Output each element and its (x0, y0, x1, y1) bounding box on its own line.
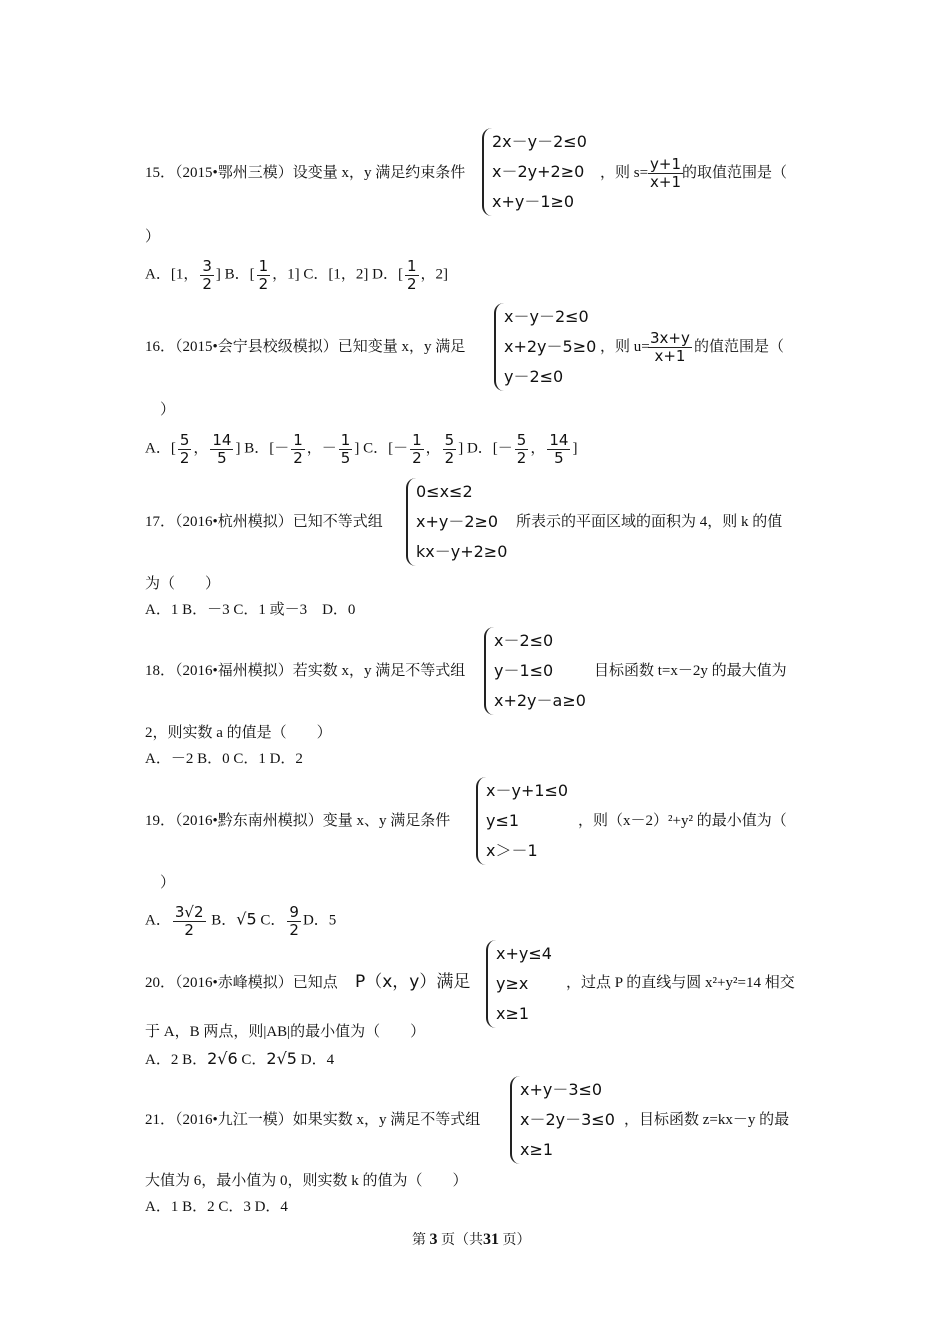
q18-stem-right: 目标函数 t=x－2y 的最大值为 (594, 663, 787, 679)
q17-options: A．1 B．－3 C．1 或－3 D．0 (145, 602, 356, 618)
q19-opt-b: B． (207, 912, 237, 929)
q21-stem-right: ，目标函数 z=kx－y 的最 (624, 1112, 790, 1128)
q16-c2-den: 2 (444, 448, 455, 467)
q16-a2-num: 14 (212, 431, 232, 449)
q16-c1-num: 1 (412, 431, 422, 449)
q19-opt-b-value: √5 (236, 909, 257, 929)
q17-constraint-2: x+y－2≥0 (416, 512, 499, 531)
q16-d1-den: 2 (516, 448, 527, 467)
q16-options (145, 432, 577, 466)
q15-frac-den: x+1 (650, 172, 681, 191)
q20-opt-c: C． (237, 1052, 267, 1068)
q16-constraint-3: y－2≤0 (504, 367, 564, 386)
q19-stem-close: ） (160, 875, 176, 891)
q15-opt-b-den: 2 (258, 274, 269, 293)
q16-constraint-system (494, 303, 614, 391)
q15-opt-b-num: 1 (258, 257, 269, 275)
q20-constraint-3: x≥1 (496, 1004, 530, 1023)
q16-comma: ， (530, 440, 546, 457)
q21-stem-left: 21．（2016•九江一模）如果实数 x，y 满足不等式组 (145, 1112, 481, 1128)
q19-opt-a-den: 2 (184, 920, 194, 939)
q20-constraint-2: y≥x (496, 974, 529, 993)
q16-stem-left: 16．（2015•会宁县校级模拟）已知变量 x，y 满足 (145, 339, 466, 355)
q19-opt-c-num: 9 (289, 903, 299, 921)
footer-post: 页） (502, 1233, 531, 1248)
q19-constraint-system (476, 777, 586, 865)
q15-constraint-2: x－2y+2≥0 (492, 162, 585, 181)
q15-opt-a-post: ] B．[ (215, 266, 255, 283)
q20-stem-left: 20．（2016•赤峰模拟）已知点 (145, 975, 338, 991)
q21-constraint-2: x－2y－3≤0 (520, 1110, 615, 1129)
q15-opt-b-post: ，1] C．[1，2] D．[ (272, 266, 403, 283)
q15-constraint-1: 2x－y－2≤0 (492, 132, 587, 151)
footer-page-number: 3 (429, 1231, 438, 1248)
footer-total-pages: 31 (483, 1231, 499, 1248)
q15-fraction (646, 156, 685, 190)
q16-b2-num: 1 (340, 431, 351, 449)
q18-constraint-3: x+2y－a≥0 (494, 691, 586, 710)
q20-opt-d: D．4 (296, 1052, 335, 1068)
q16-opt-b-pre: ] B．[－ (235, 440, 290, 457)
q16-d2-num: 14 (549, 431, 569, 449)
q15-opt-d-post: ，2] (420, 266, 449, 283)
q16-frac-den: x+1 (654, 346, 686, 365)
q16-b1-den: 2 (293, 448, 303, 467)
q18-options: A．－2 B．0 C．1 D．2 (145, 751, 303, 767)
q15-opt-a-num: 3 (202, 257, 212, 275)
q16-fraction (646, 330, 694, 364)
q16-c1-den: 2 (412, 448, 422, 467)
q19-opt-a-num: 3√2 (174, 903, 204, 921)
q20-options (145, 1051, 334, 1068)
q16-frac-num: 3x+y (650, 329, 690, 347)
q15-opt-a-pre: A．[1， (145, 266, 199, 283)
q21-constraint-3: x≥1 (520, 1140, 554, 1159)
q21-constraint-system (510, 1076, 632, 1164)
q20-constraint-system (486, 940, 576, 1028)
footer-mid: 页（共 (441, 1233, 483, 1248)
q16-b1-num: 1 (293, 431, 303, 449)
q19-constraint-2: y≤1 (486, 811, 520, 830)
q18-stem-line2: 2，则实数 a 的值是（ ） (145, 725, 332, 741)
q20-point: P（x，y）满足 (355, 972, 471, 992)
q15-options (145, 258, 448, 292)
q20-stem-line2: 于 A，B 两点，则|AB|的最小值为（ ） (145, 1024, 426, 1040)
q17-constraint-system (406, 478, 516, 566)
q16-b2-den: 5 (340, 448, 351, 467)
q16-stem-right: 的值范围是（ (694, 339, 785, 355)
q21-stem-line2: 大值为 6，最小值为 0，则实数 k 的值为（ ） (145, 1173, 468, 1189)
q16-opt-d-pre: ] D．[－ (458, 440, 513, 457)
q21-constraint-1: x+y－3≤0 (520, 1080, 603, 1099)
q19-constraint-1: x－y+1≤0 (486, 781, 569, 800)
q20-opt-a: A．2 B． (145, 1052, 208, 1068)
q18-constraint-2: y－1≤0 (494, 661, 554, 680)
q15-stem-right: 的取值范围是（ (682, 165, 788, 181)
q19-opt-c-den: 2 (289, 920, 299, 939)
q17-constraint-3: kx－y+2≥0 (416, 542, 508, 561)
q16-close-bracket: ] (572, 440, 578, 457)
q19-stem-left: 19．（2016•黔东南州模拟）变量 x、y 满足条件 (145, 813, 451, 829)
q18-stem-left: 18．（2016•福州模拟）若实数 x，y 满足不等式组 (145, 663, 466, 679)
q16-comma: ， (425, 440, 441, 457)
q15-frac-num: y+1 (650, 155, 681, 173)
q20-opt-b-value: 2√6 (207, 1049, 238, 1068)
q19-opt-c: C． (256, 912, 286, 929)
q15-stem-left: 15．（2015•鄂州三模）设变量 x，y 满足约束条件 (145, 165, 466, 181)
q16-a2-den: 5 (217, 448, 227, 467)
q18-constraint-1: x－2≤0 (494, 631, 554, 650)
q15-opt-d-num: 1 (407, 257, 417, 275)
q16-comma-neg: ，－ (306, 440, 337, 457)
footer-pre: 第 (412, 1233, 426, 1248)
q20-opt-c-value: 2√5 (266, 1049, 297, 1068)
q16-constraint-1: x－y－2≤0 (504, 307, 589, 326)
q15-constraint-3: x+y－1≥0 (492, 192, 575, 211)
q19-options (145, 904, 336, 938)
q19-opt-d: D．5 (302, 912, 337, 929)
q16-d2-den: 5 (554, 448, 564, 467)
q17-stem-left: 17．（2016•杭州模拟）已知不等式组 (145, 514, 383, 530)
page-footer (412, 1232, 531, 1248)
q16-opt-a-pre: A．[ (145, 440, 176, 457)
q15-opt-a-den: 2 (202, 274, 212, 293)
q16-a1-den: 2 (179, 448, 190, 467)
q16-stem-mid: ，则 u= (600, 339, 650, 355)
q18-constraint-system (484, 627, 594, 715)
q16-a1-num: 5 (179, 431, 190, 449)
q16-d1-num: 5 (516, 431, 527, 449)
q19-stem-right: ，则（x－2）²+y² 的最小值为（ (578, 813, 787, 829)
q16-opt-c-pre: ] C．[－ (354, 440, 409, 457)
q15-opt-d-den: 2 (407, 274, 417, 293)
q20-stem-right: ，过点 P 的直线与圆 x²+y²=14 相交 (566, 975, 795, 991)
q16-comma: ， (193, 440, 209, 457)
q17-constraint-1: 0≤x≤2 (416, 482, 473, 501)
q17-stem-right: 所表示的平面区域的面积为 4，则 k 的值 (516, 514, 783, 530)
q16-c2-num: 5 (444, 431, 455, 449)
q21-options: A．1 B．2 C．3 D．4 (145, 1199, 288, 1215)
q19-constraint-3: x＞－1 (486, 841, 538, 860)
q15-stem-close: ） (145, 229, 161, 245)
q15-stem-mid: ，则 s= (600, 165, 649, 181)
q17-stem-line2: 为（ ） (145, 576, 221, 592)
q16-constraint-2: x+2y－5≥0 (504, 337, 597, 356)
q19-opt-a: A． (145, 912, 171, 929)
q20-constraint-1: x+y≤4 (496, 944, 552, 963)
q16-stem-close: ） (160, 402, 176, 418)
